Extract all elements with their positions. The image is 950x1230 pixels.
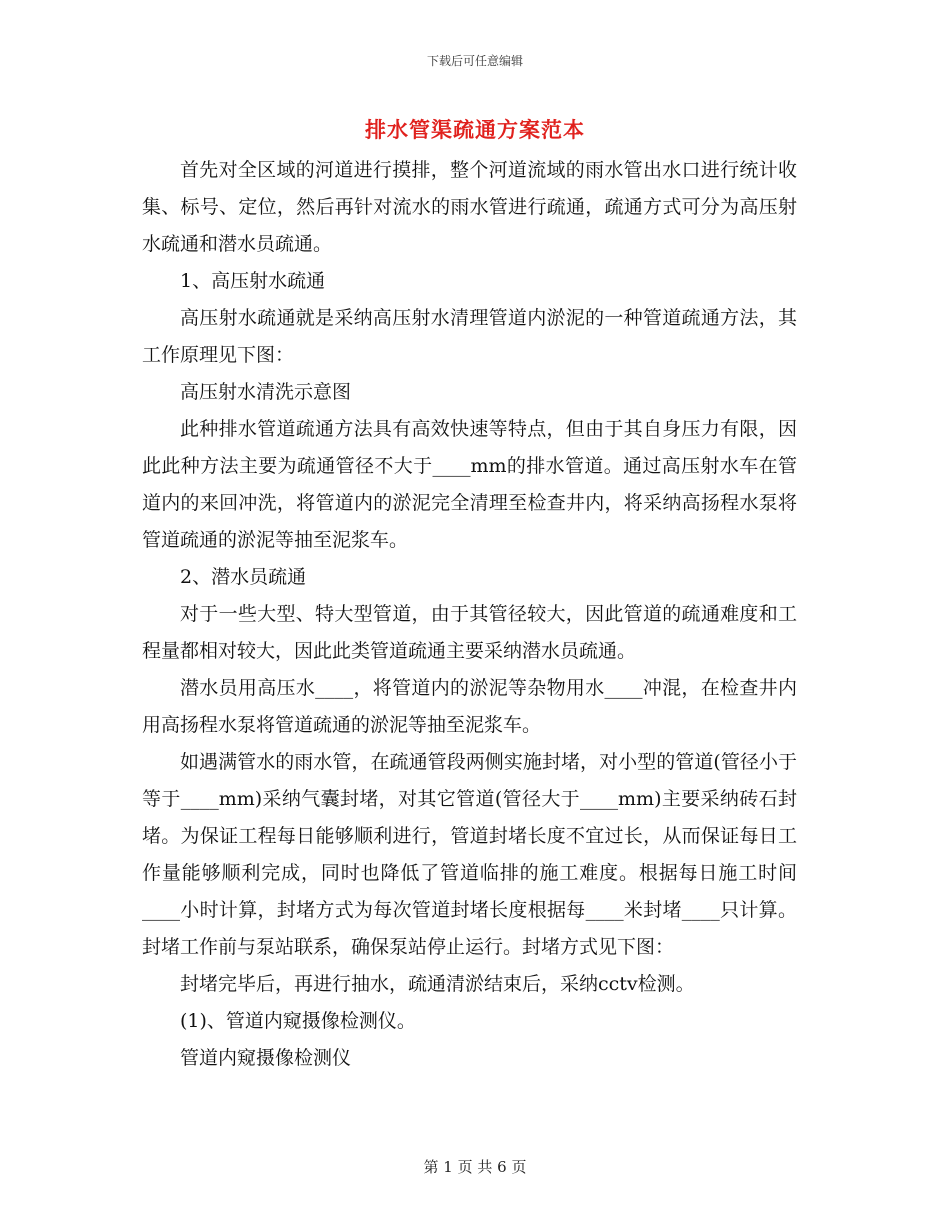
figure-caption: 高压射水清洗示意图 bbox=[180, 381, 352, 403]
paragraph: 潜水员用高压水____，将管道内的淤泥等杂物用水____冲混，在检查井内用高扬程水泵将管道疏通的淤泥等抽至泥浆车。 bbox=[142, 677, 797, 736]
document-body bbox=[142, 152, 797, 1077]
paragraph: 如遇满管水的雨水管，在疏通管段两侧实施封堵，对小型的管道(管径小于等于____mm)采纳气囊封堵，对其它管道(管径大于____mm)主要采纳砖石封堵。为保证工程每日能够顺利进行，管道封堵长度不宜过长，从而保证每日工作量能够顺利完成，同时也降低了管道临排的施工难度。根据每日施工时间____小时计算，封堵方式为每次管道封堵长度根据每____米封堵____只计算。封堵工作前与泵站联系，确保泵站停止运行。封堵方式见下图： bbox=[142, 751, 797, 958]
paragraph: 此种排水管道疏通方法具有高效快速等特点，但由于其自身压力有限，因此此种方法主要为疏通管径不大于____mm的排水管道。通过高压射水车在管道内的来回冲洗，将管道内的淤泥完全清理至检查井内，将采纳高扬程水泵将管道疏通的淤泥等抽至泥浆车。 bbox=[142, 418, 797, 551]
header-note: 下载后可任意编辑 bbox=[426, 54, 523, 68]
page-footer: 第 1 页 共 6 页 bbox=[423, 1158, 527, 1176]
paragraph: 高压射水疏通就是采纳高压射水清理管道内淤泥的一种管道疏通方法，其工作原理见下图： bbox=[142, 307, 797, 366]
document-title: 排水管渠疏通方案范本 bbox=[365, 117, 585, 142]
subsection-heading: (1)、管道内窥摄像检测仪。 bbox=[180, 1010, 416, 1032]
paragraph: 对于一些大型、特大型管道，由于其管径较大，因此管道的疏通难度和工程量都相对较大，因此此类管道疏通主要采纳潜水员疏通。 bbox=[142, 603, 797, 662]
figure-caption: 管道内窥摄像检测仪 bbox=[180, 1047, 352, 1069]
paragraph: 首先对全区域的河道进行摸排，整个河道流域的雨水管出水口进行统计收集、标号、定位，然后再针对流水的雨水管进行疏通，疏通方式可分为高压射水疏通和潜水员疏通。 bbox=[142, 159, 797, 255]
paragraph: 封堵完毕后，再进行抽水，疏通清淤结束后，采纳cctv检测。 bbox=[180, 973, 695, 995]
section-heading: 1、高压射水疏通 bbox=[180, 270, 326, 292]
section-heading: 2、潜水员疏通 bbox=[180, 566, 307, 588]
